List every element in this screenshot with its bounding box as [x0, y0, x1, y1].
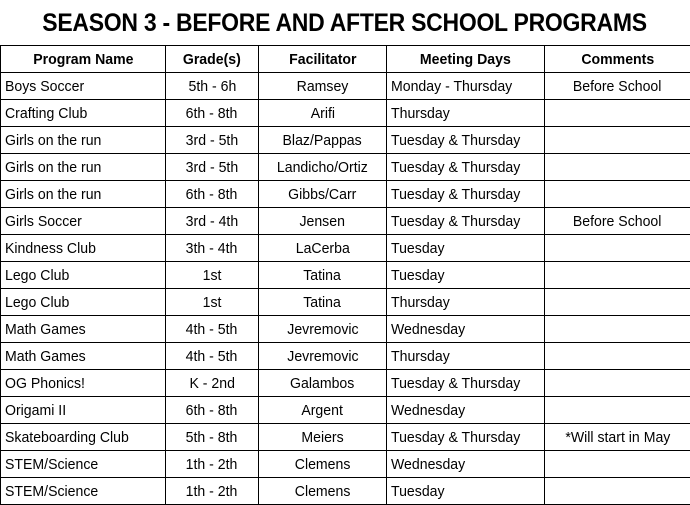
- table-row: [1, 262, 690, 289]
- comments-cell: [545, 100, 690, 127]
- grade-cell: 1st: [166, 289, 259, 316]
- facilitator-cell: Tatina: [259, 262, 387, 289]
- program-name-cell: Girls on the run: [1, 181, 166, 208]
- comments-cell: [545, 127, 690, 154]
- column-header: Facilitator: [259, 46, 387, 73]
- grade-cell: 1st: [166, 262, 259, 289]
- facilitator-cell: Blaz/Pappas: [259, 127, 387, 154]
- comments-cell: [545, 262, 690, 289]
- program-name-cell: Boys Soccer: [1, 73, 166, 100]
- comments-cell: [545, 289, 690, 316]
- table-row: [1, 235, 690, 262]
- program-name-cell: Math Games: [1, 316, 166, 343]
- table-row: [1, 127, 690, 154]
- grade-cell: 1th - 2th: [166, 451, 259, 478]
- meeting-days-cell: Tuesday: [387, 262, 545, 289]
- program-name-cell: Origami II: [1, 397, 166, 424]
- program-name-cell: Lego Club: [1, 289, 166, 316]
- table-row: [1, 73, 690, 100]
- program-name-cell: Math Games: [1, 343, 166, 370]
- table-row: [1, 181, 690, 208]
- comments-cell: [545, 181, 690, 208]
- comments-cell: [545, 154, 690, 181]
- program-name-cell: Skateboarding Club: [1, 424, 166, 451]
- facilitator-cell: Landicho/Ortiz: [259, 154, 387, 181]
- comments-cell: Before School: [545, 208, 690, 235]
- meeting-days-cell: Tuesday & Thursday: [387, 424, 545, 451]
- table-row: [1, 370, 690, 397]
- program-name-cell: OG Phonics!: [1, 370, 166, 397]
- grade-cell: 3th - 4th: [166, 235, 259, 262]
- comments-cell: [545, 235, 690, 262]
- column-header: Meeting Days: [387, 46, 545, 73]
- grade-cell: 1th - 2th: [166, 478, 259, 505]
- facilitator-cell: Argent: [259, 397, 387, 424]
- program-name-cell: Lego Club: [1, 262, 166, 289]
- table-row: [1, 100, 690, 127]
- meeting-days-cell: Tuesday & Thursday: [387, 181, 545, 208]
- meeting-days-cell: Tuesday & Thursday: [387, 154, 545, 181]
- facilitator-cell: Jevremovic: [259, 316, 387, 343]
- column-header: Comments: [545, 46, 690, 73]
- facilitator-cell: LaCerba: [259, 235, 387, 262]
- facilitator-cell: Tatina: [259, 289, 387, 316]
- table-row: [1, 316, 690, 343]
- meeting-days-cell: Tuesday & Thursday: [387, 127, 545, 154]
- program-name-cell: Crafting Club: [1, 100, 166, 127]
- table-row: [1, 208, 690, 235]
- grade-cell: 5th - 6h: [166, 73, 259, 100]
- comments-cell: Before School: [545, 73, 690, 100]
- meeting-days-cell: Tuesday: [387, 478, 545, 505]
- program-name-cell: Girls on the run: [1, 127, 166, 154]
- meeting-days-cell: Tuesday: [387, 235, 545, 262]
- meeting-days-cell: Thursday: [387, 289, 545, 316]
- table-row: [1, 154, 690, 181]
- column-header: Program Name: [1, 46, 166, 73]
- grade-cell: 3rd - 5th: [166, 154, 259, 181]
- table-row: [1, 343, 690, 370]
- meeting-days-cell: Monday - Thursday: [387, 73, 545, 100]
- facilitator-cell: Clemens: [259, 451, 387, 478]
- grade-cell: 4th - 5th: [166, 316, 259, 343]
- facilitator-cell: Jevremovic: [259, 343, 387, 370]
- programs-table: [0, 45, 690, 505]
- grade-cell: 3rd - 5th: [166, 127, 259, 154]
- column-header: Grade(s): [166, 46, 259, 73]
- grade-cell: 4th - 5th: [166, 343, 259, 370]
- title-text: SEASON 3 - BEFORE AND AFTER SCHOOL PROGRAMS: [43, 0, 647, 46]
- table-row: [1, 424, 690, 451]
- facilitator-cell: Gibbs/Carr: [259, 181, 387, 208]
- comments-cell: [545, 370, 690, 397]
- comments-cell: [545, 478, 690, 505]
- program-name-cell: Girls on the run: [1, 154, 166, 181]
- meeting-days-cell: Wednesday: [387, 451, 545, 478]
- meeting-days-cell: Wednesday: [387, 316, 545, 343]
- table-row: [1, 289, 690, 316]
- grade-cell: 6th - 8th: [166, 397, 259, 424]
- facilitator-cell: Ramsey: [259, 73, 387, 100]
- grade-cell: 6th - 8th: [166, 100, 259, 127]
- program-name-cell: Kindness Club: [1, 235, 166, 262]
- meeting-days-cell: Tuesday & Thursday: [387, 370, 545, 397]
- comments-cell: [545, 343, 690, 370]
- comments-cell: [545, 316, 690, 343]
- table-row: [1, 451, 690, 478]
- facilitator-cell: Clemens: [259, 478, 387, 505]
- program-name-cell: STEM/Science: [1, 451, 166, 478]
- facilitator-cell: Jensen: [259, 208, 387, 235]
- program-name-cell: STEM/Science: [1, 478, 166, 505]
- header-row: [1, 46, 690, 73]
- grade-cell: 5th - 8th: [166, 424, 259, 451]
- facilitator-cell: Galambos: [259, 370, 387, 397]
- page-title: [0, 0, 690, 45]
- meeting-days-cell: Wednesday: [387, 397, 545, 424]
- facilitator-cell: Arifi: [259, 100, 387, 127]
- facilitator-cell: Meiers: [259, 424, 387, 451]
- grade-cell: 6th - 8th: [166, 181, 259, 208]
- table-row: [1, 478, 690, 505]
- meeting-days-cell: Thursday: [387, 343, 545, 370]
- grade-cell: K - 2nd: [166, 370, 259, 397]
- comments-cell: *Will start in May: [545, 424, 690, 451]
- program-name-cell: Girls Soccer: [1, 208, 166, 235]
- grade-cell: 3rd - 4th: [166, 208, 259, 235]
- comments-cell: [545, 397, 690, 424]
- meeting-days-cell: Tuesday & Thursday: [387, 208, 545, 235]
- comments-cell: [545, 451, 690, 478]
- table-row: [1, 397, 690, 424]
- meeting-days-cell: Thursday: [387, 100, 545, 127]
